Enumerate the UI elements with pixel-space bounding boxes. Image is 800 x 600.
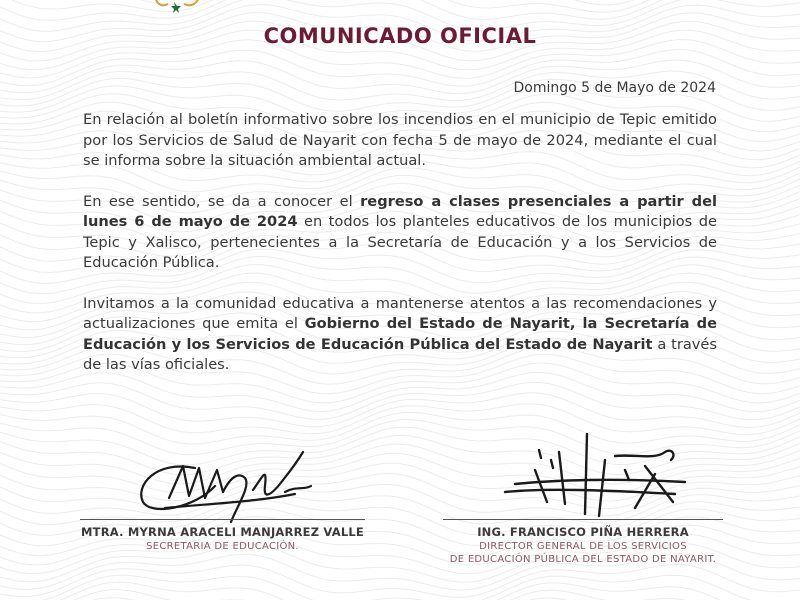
document-date: Domingo 5 de Mayo de 2024 [513, 80, 716, 96]
paragraph-3 [83, 294, 717, 376]
signature-line-right [443, 519, 723, 520]
document-body [83, 110, 717, 396]
signature-line-left [80, 519, 365, 520]
government-logo-fragment [150, 0, 210, 14]
paragraph-2 [83, 192, 717, 274]
paragraph-2-intro: En ese sentido, se da a conocer el [83, 192, 361, 210]
paragraph-2-rest: en todos los planteles educativos de los municipios de Tepic y Xalisco, pertenecientes a la Secretaría de Educación y a los Servicios de Educación Pública. [83, 213, 717, 271]
document-title: COMUNICADO OFICIAL [263, 24, 537, 48]
signatory-right-role-line2: DE EDUCACIÓN PÚBLICA DEL ESTADO DE NAYARIT. [449, 554, 717, 565]
signatory-right-role-line1: DIRECTOR GENERAL DE LOS SERVICIOS [479, 541, 687, 552]
paragraph-1: En relación al boletín informativo sobre los incendios en el municipio de Tepic emitido por los Servicios de Salud de Nayarit con fecha 5 de mayo de 2024, mediante el cual se informa sobre la situación ambiental actual. [83, 111, 717, 169]
paragraph-2-highlight: regreso a clases presenciales a partir del lunes 6 de mayo de 2024 [83, 192, 717, 230]
signatory-right-name: ING. FRANCISCO PIÑA HERRERA [477, 525, 689, 539]
paragraph-3-rest: a través de las vías oficiales. [83, 335, 717, 373]
paragraph-3-intro: Invitamos a la comunidad educativa a mantenerse atentos a las recomendaciones y actualizaciones que emita el [83, 294, 717, 332]
signatory-left-role: SECRETARIA DE EDUCACIÓN. [146, 541, 299, 552]
paragraph-3-highlight: Gobierno del Estado de Nayarit, la Secretaría de Educación y los Servicios de Educación Pública del Estado de Nayarit [83, 315, 717, 353]
signatory-left-name: MTRA. MYRNA ARACELI MANJARREZ VALLE [81, 525, 364, 539]
signature-right [495, 430, 695, 520]
